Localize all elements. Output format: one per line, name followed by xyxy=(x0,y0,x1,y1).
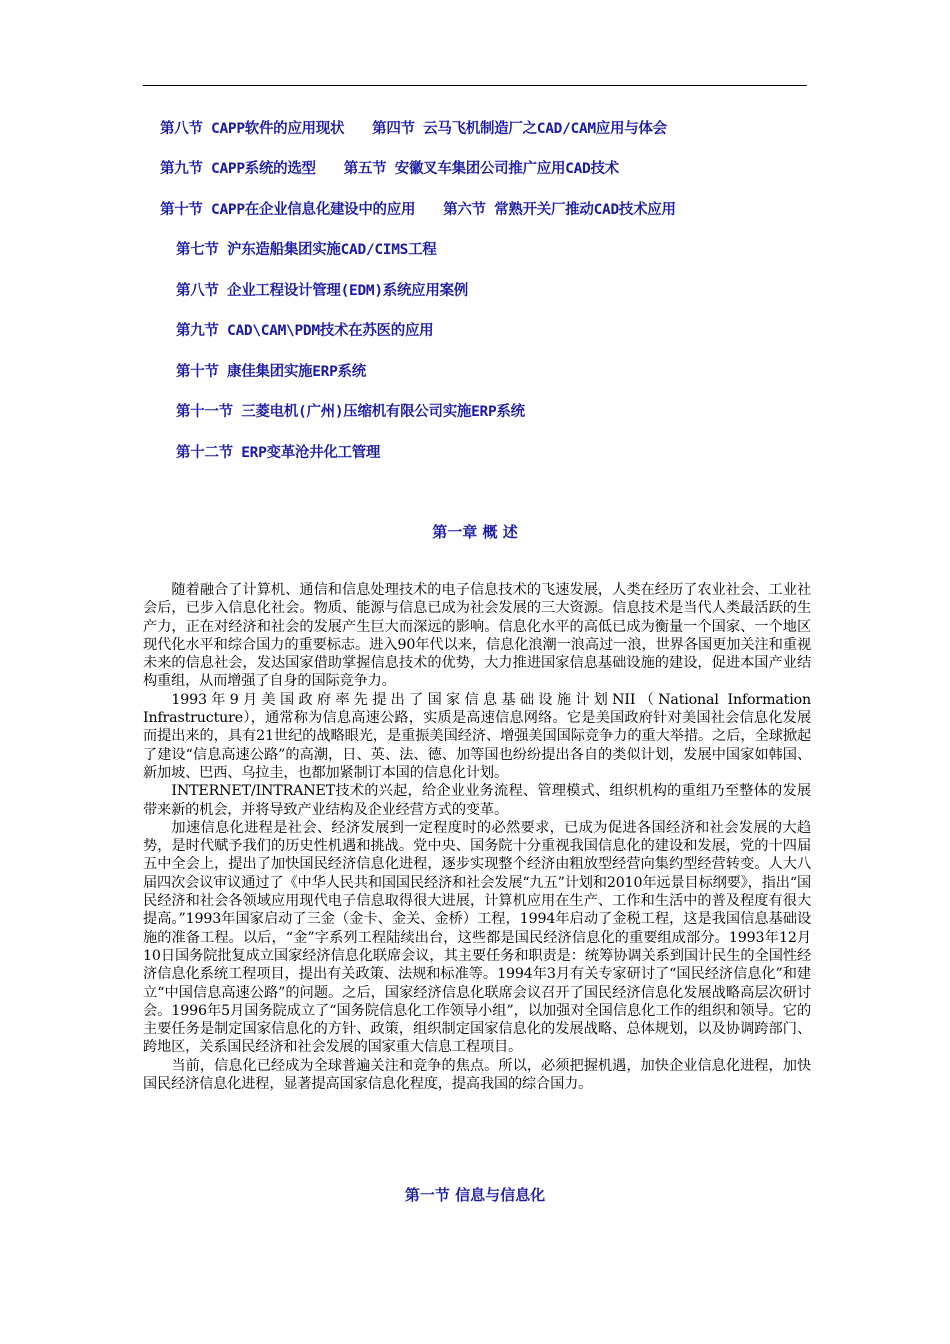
toc-row xyxy=(176,441,380,462)
toc-link[interactable]: 第十节 康佳集团实施ERP系统 xyxy=(176,364,366,380)
toc-link[interactable]: 第八节 CAPP软件的应用现状 xyxy=(160,121,345,137)
toc-link[interactable]: 第八节 企业工程设计管理(EDM)系统应用案例 xyxy=(176,283,468,299)
toc-row xyxy=(176,319,433,340)
toc-row xyxy=(176,238,436,259)
toc-row xyxy=(160,157,619,178)
chapter-title: 第一章 概 述 xyxy=(432,523,518,541)
toc-row xyxy=(176,360,366,381)
paragraph: 当前，信息化已经成为全球普遍关注和竞争的焦点。所以，必须把握机遇，加快企业信息化进程，加快国民经济信息化进程，显著提高国家信息化程度，提高我国的综合国力。 xyxy=(143,1057,811,1093)
toc-link[interactable]: 第十二节 ERP变革沧井化工管理 xyxy=(176,445,381,461)
paragraph: 随着融合了计算机、通信和信息处理技术的电子信息技术的飞速发展，人类在经历了农业社会、工业社会后，已步入信息化社会。物质、能源与信息已成为社会发展的三大资源。信息技术是当代人类最活跃的生产力，正在对经济和社会的发展产生巨大而深远的影响。信息化水平的高低已成为衡量一个国家、一个地区现代化水平和综合国力的重要标志。进入90年代以来，信息化浪潮一浪高过一浪，世界各国更加关注和重视未来的信息社会，发达国家借助掌握信息技术的优势，大力推进国家信息基础设施的建设，促进本国产业结构重组，从而增强了自身的国际竞争力。 xyxy=(143,582,811,690)
toc-link[interactable]: 第四节 云马飞机制造厂之CAD/CAM应用与体会 xyxy=(372,121,667,137)
toc-link[interactable]: 第十节 CAPP在企业信息化建设中的应用 xyxy=(160,202,416,218)
body-text xyxy=(143,581,811,1093)
header-rule xyxy=(143,85,807,86)
paragraph: 加速信息化进程是社会、经济发展到一定程度时的必然要求，已成为促进各国经济和社会发展的大趋势，是时代赋予我们的历史性机遇和挑战。党中央、国务院十分重视我国信息化的建设和发展，党的十四届五中全会上，提出了加快国民经济信息化进程，逐步实现整个经济由粗放型经营向集约型经营转变。人大八届四次会议审议通过了《中华人民共和国国民经济和社会发展“九五”计划和2010年远景目标纲要》，指出“国民经济和社会各领域应用现代电子信息取得很大进展，计算机应用在生产、工作和生活中的普及程度有很大提高。”1993年国家启动了三金（金卡、金关、金桥）工程，1994年启动了金税工程，这是我国信息基础设施的准备工程。以后，“金”字系列工程陆续出台，这些都是国民经济信息化的重要组成部分。1993年12月10日国务院批复成立国家经济信息化联席会议，其主要任务和职责是：统筹协调关系到国计民生的全国性经济信息化系统工程项目，提出有关政策、法规和标准等。1994年3月有关专家研讨了“国民经济信息化”和建立“中国信息高速公路”的问题。之后，国家经济信息化联席会议召开了国民经济信息化发展战略高层次研讨会。1996年5月国务院成立了“国务院信息化工作领导小组”，以加强对全国信息化工作的组织和领导。它的主要任务是制定国家信息化的方针、政策，组织制定国家信息化的发展战略、总体规划，以及协调跨部门、跨地区，关系国民经济和社会发展的国家重大信息工程项目。 xyxy=(143,819,811,1056)
toc-row xyxy=(176,400,525,421)
toc-link[interactable]: 第九节 CAD\CAM\PDM技术在苏医的应用 xyxy=(176,323,434,339)
toc-row xyxy=(176,279,468,300)
section-title: 第一节 信息与信息化 xyxy=(404,1186,546,1204)
paragraph: 1993年9月美国政府率先提出了国家信息基础设施计划NII（National Information Infrastructure），通常称为信息高速公路，实质是高速信息网络。它是美国政府针对美国社会信息化发展而提出来的，具有21世纪的战略眼光，是重振美国经济、增强美国国际竞争力的重大举措。之后，全球掀起了建设“信息高速公路”的高潮，日、英、法、德、加等国也纷纷提出各自的类似计划，发展中国家如韩国、新加坡、巴西、乌拉圭，也都加紧制订本国的信息化计划。 xyxy=(143,691,811,781)
toc-link[interactable]: 第六节 常熟开关厂推动CAD技术应用 xyxy=(443,202,676,218)
paragraph: INTERNET/INTRANET技术的兴起，给企业业务流程、管理模式、组织机构的重组乃至整体的发展带来新的机会，并将导致产业结构及企业经营方式的变革。 xyxy=(143,783,811,818)
toc-row xyxy=(160,117,667,138)
toc-row xyxy=(160,198,676,219)
toc-link[interactable]: 第九节 CAPP系统的选型 xyxy=(160,161,316,177)
toc-link[interactable]: 第七节 沪东造船集团实施CAD/CIMS工程 xyxy=(176,242,437,258)
toc-link[interactable]: 第十一节 三菱电机(广州)压缩机有限公司实施ERP系统 xyxy=(176,404,525,420)
toc-link[interactable]: 第五节 安徽叉车集团公司推广应用CAD技术 xyxy=(343,161,619,177)
